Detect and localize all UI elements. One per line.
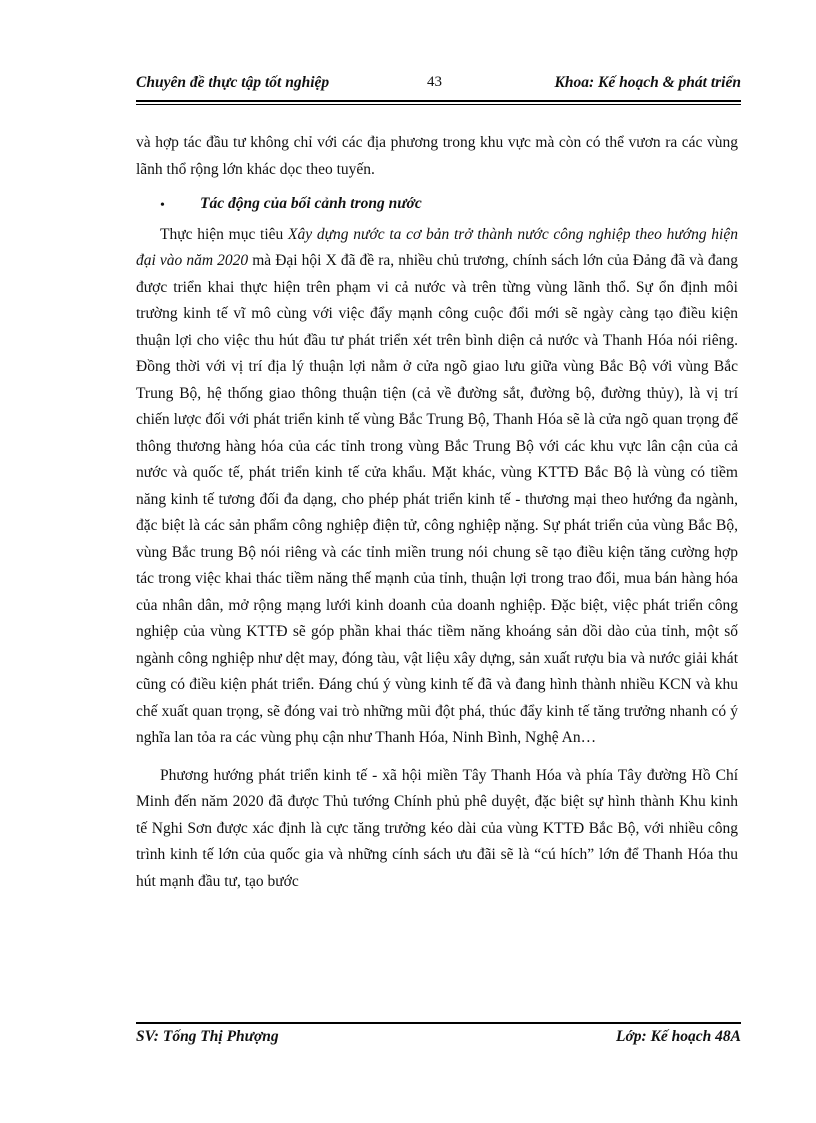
paragraph-continuation: và hợp tác đầu tư không chỉ với các địa phương trong khu vực mà còn có thể vươn ra các vùng lãnh thổ rộng lớn khác dọc theo tuyến. <box>136 134 738 178</box>
paragraph-domestic-context <box>136 222 738 752</box>
page-body <box>136 130 738 895</box>
paragraph-emphasis: Xây dựng nước ta cơ bản trở thành nước công nghiệp theo hướng hiện đại vào năm 2020 <box>136 225 738 269</box>
paragraph-text: mà Đại hội X đã đề ra, nhiều chủ trương, chính sách lớn của Đảng đã và đang được triển khai thực hiện trên phạm vi cả nước và trên từng vùng lãnh thổ. Sự ổn định môi trường kinh tế vĩ mô cùng với việc đẩy mạnh công cuộc đổi mới sẽ ngày càng tạo điều kiện thuận lợi cho việc thu hút đầu tư phát triển xét trên bình diện cả nước và Thanh Hóa nói riêng. Đồng thời với vị trí địa lý thuận lợi nằm ở cửa ngõ giao lưu giữa vùng Bắc Bộ với vùng Bắc Trung Bộ, hệ thống giao thông thuận tiện (cả về đường sắt, đường bộ, đường thủy), là vị trí chiến lược đối với phát triển kinh tế vùng Bắc Trung Bộ, Thanh Hóa sẽ là cửa ngõ quan trọng để thông thương hàng hóa của các tỉnh trong vùng Bắc Trung Bộ với các khu vực lân cận của cả nước và quốc tế, phát triển kinh tế cửa khẩu. Mặt khác, vùng KTTĐ Bắc Bộ là vùng có tiềm năng kinh tế tương đối đa dạng, cho phép phát triển kinh tế - thương mại theo hướng đa ngành, đặc biệt là các sản phẩm công nghiệp điện tử, công nghiệp nặng. Sự phát triển của vùng Bắc Bộ, vùng Bắc trung Bộ nói riêng và các tỉnh miền trung nói chung sẽ tạo điều kiện tăng cường hợp tác trong việc khai thác tiềm năng thế mạnh của tỉnh, thuận lợi trong trao đổi, mua bán hàng hóa của nhân dân, mở rộng mạng lưới kinh doanh của doanh nghiệp. Đặc biệt, việc phát triển công nghiệp của vùng KTTĐ sẽ góp phần khai thác tiềm năng khoáng sản dồi dào của tỉnh, một số ngành công nghiệp như dệt may, đóng tàu, vật liệu xây dựng, sản xuất rượu bia và nước giải khát cũng có điều kiện phát triển. Đáng chú ý vùng kinh tế đã và đang hình thành nhiều KCN và khu chế xuất quan trọng, sẽ đóng vai trò những mũi đột phá, thúc đẩy kinh tế tăng trưởng nhanh có ý nghĩa lan tỏa ra các vùng phụ cận như Thanh Hóa, Ninh Bình, Nghệ An… <box>136 252 738 746</box>
footer-student-name: SV: Tống Thị Phượng <box>136 1028 279 1045</box>
footer-class: Lớp: Kế hoạch 48A <box>616 1028 741 1045</box>
paragraph-text: Thực hiện mục tiêu <box>160 225 289 243</box>
header-double-rule <box>136 100 741 105</box>
section-heading <box>136 191 738 218</box>
page-header <box>136 72 741 96</box>
header-document-title: Chuyên đề thực tập tốt nghiệp <box>136 74 330 91</box>
section-heading-text: Tác động của bối cảnh trong nước <box>200 195 422 212</box>
footer-rule <box>136 1022 741 1024</box>
bullet-icon: • <box>160 198 165 213</box>
page-number: 43 <box>427 74 442 90</box>
header-faculty: Khoa: Kế hoạch & phát triển <box>554 74 741 91</box>
paragraph-development-direction: Phương hướng phát triển kinh tế - xã hội miền Tây Thanh Hóa và phía Tây đường Hồ Chí Minh đến năm 2020 đã được Thủ tướng Chính phủ phê duyệt, đặc biệt sự hình thành Khu kinh tế Nghi Sơn được xác định là cực tăng trưởng kéo dài của vùng KTTĐ Bắc Bộ, với nhiều công trình kinh tế lớn của quốc gia và những cính sách ưu đãi sẽ là “cú hích” lớn để Thanh Hóa thu hút mạnh đầu tư, tạo bước <box>136 766 738 890</box>
page-footer <box>136 1028 741 1052</box>
